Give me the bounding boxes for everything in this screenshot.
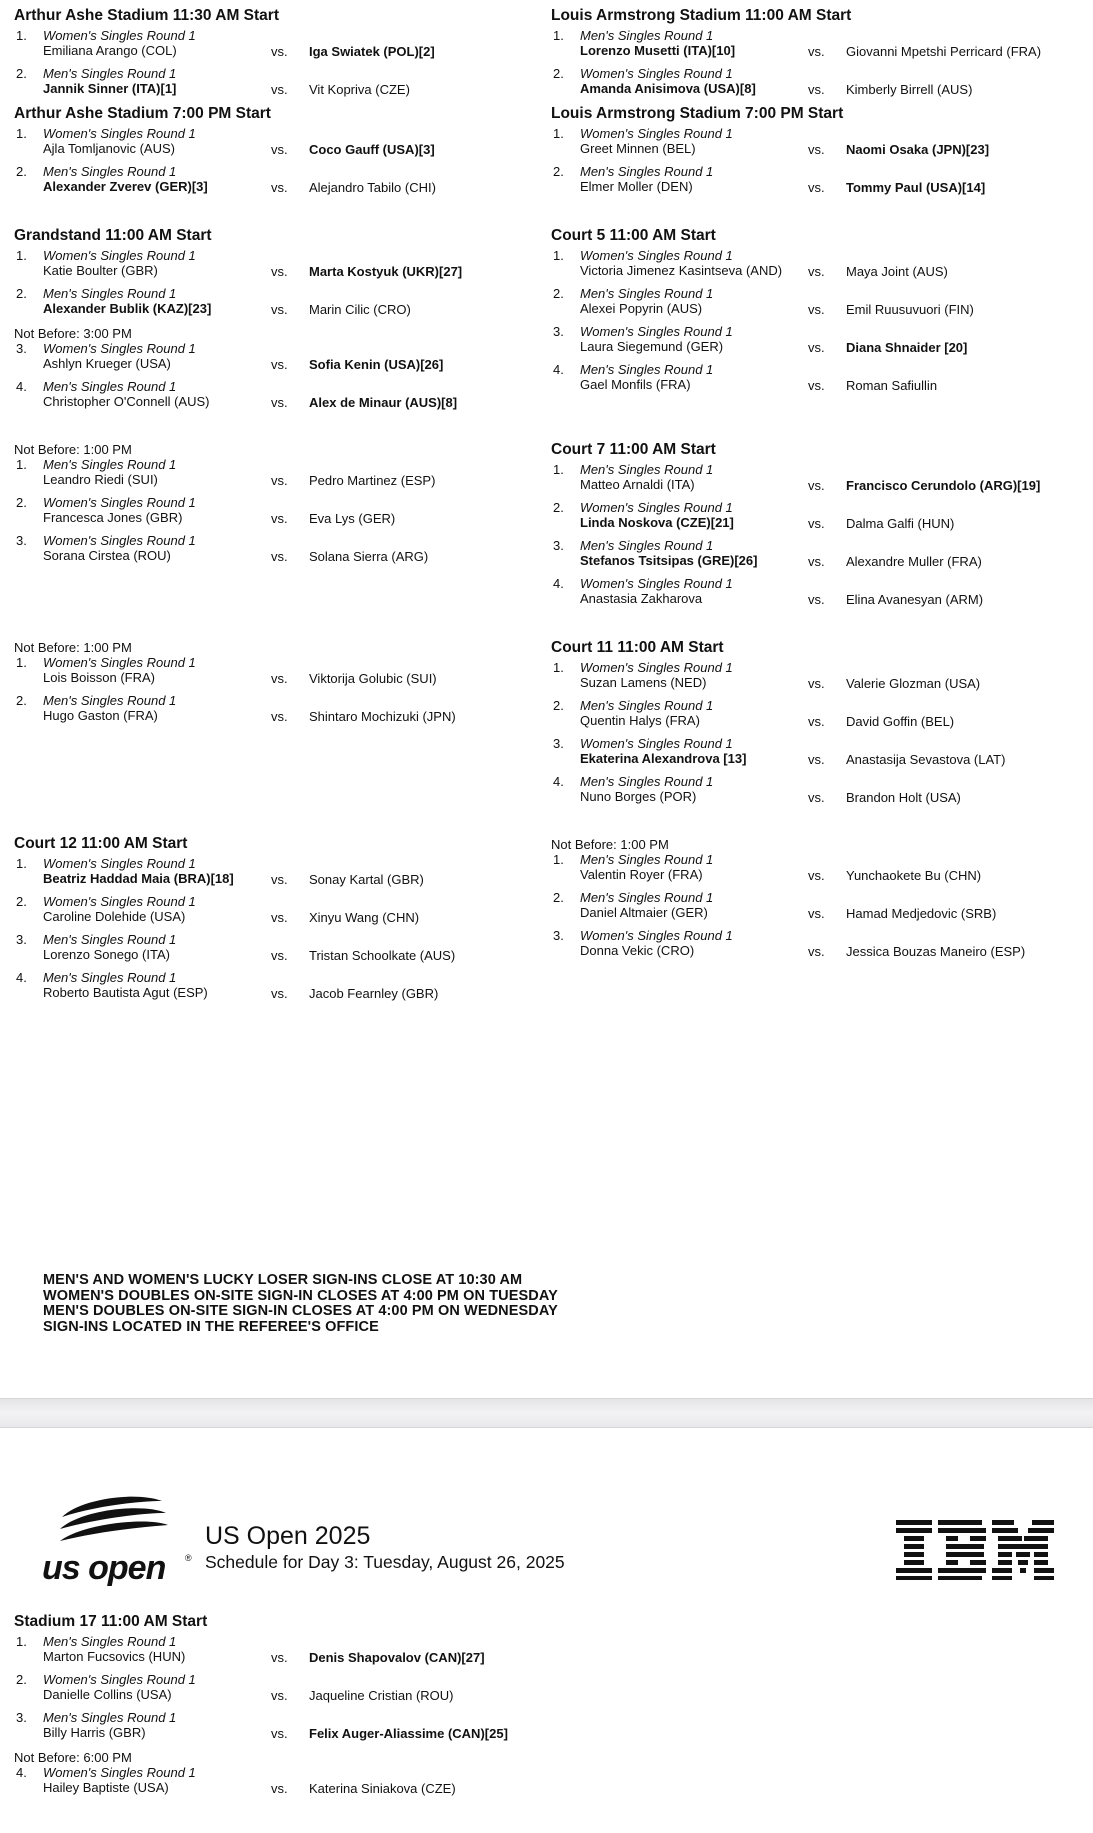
- match-number: 3.: [553, 324, 564, 339]
- match-number: 2.: [553, 164, 564, 179]
- match-row: [551, 698, 1081, 736]
- section: [14, 638, 544, 731]
- match-number: 4.: [16, 379, 27, 394]
- match-row: [14, 248, 544, 286]
- versus-label: vs.: [808, 44, 825, 59]
- player-one: Katie Boulter (GBR): [43, 263, 158, 278]
- match-event: Women's Singles Round 1: [43, 533, 196, 548]
- versus-label: vs.: [271, 1688, 288, 1703]
- match-number: 3.: [16, 341, 27, 356]
- player-two: Viktorija Golubic (SUI): [309, 671, 437, 686]
- match-row: [14, 533, 544, 571]
- court-title: Louis Armstrong Stadium 11:00 AM Start: [551, 7, 852, 24]
- player-one: Anastasia Zakharova: [580, 591, 703, 606]
- match-row: [14, 495, 544, 533]
- match-event: Women's Singles Round 1: [580, 66, 733, 81]
- versus-label: vs.: [271, 872, 288, 887]
- match-number: 1.: [553, 126, 564, 141]
- player-two: Dalma Galfi (HUN): [846, 516, 955, 531]
- match-number: 2.: [16, 66, 27, 81]
- player-two: Emil Ruusuvuori (FIN): [846, 302, 974, 317]
- match-event: Men's Singles Round 1: [43, 1634, 177, 1649]
- versus-label: vs.: [808, 302, 825, 317]
- player-one: Alexander Zverev (GER)[3]: [43, 179, 208, 194]
- match-event: Women's Singles Round 1: [43, 856, 196, 871]
- match-number: 2.: [16, 693, 27, 708]
- versus-label: vs.: [808, 944, 825, 959]
- versus-label: vs.: [271, 44, 288, 59]
- court-title: Court 7 11:00 AM Start: [551, 441, 716, 458]
- match-row: [14, 655, 544, 693]
- match-row: [14, 856, 544, 894]
- match-event: Men's Singles Round 1: [43, 286, 177, 301]
- player-one: Danielle Collins (USA): [43, 1687, 172, 1702]
- match-event: Women's Singles Round 1: [43, 1765, 196, 1780]
- player-one: Daniel Altmaier (GER): [580, 905, 708, 920]
- match-number: 1.: [16, 856, 27, 871]
- section: [551, 104, 1081, 202]
- versus-label: vs.: [271, 357, 288, 372]
- match-number: 1.: [553, 28, 564, 43]
- player-one: Ekaterina Alexandrova [13]: [580, 751, 747, 766]
- match-row: [14, 126, 544, 164]
- player-one: Francesca Jones (GBR): [43, 510, 183, 525]
- versus-label: vs.: [271, 671, 288, 686]
- court-title: Court 5 11:00 AM Start: [551, 227, 716, 244]
- court-title: Arthur Ashe Stadium 7:00 PM Start: [14, 105, 271, 122]
- match-row: [14, 693, 544, 731]
- tennis-ball-swoosh-icon: [40, 1495, 200, 1555]
- match-event: Women's Singles Round 1: [580, 660, 733, 675]
- not-before-time: Not Before: 1:00 PM: [14, 442, 132, 457]
- versus-label: vs.: [808, 752, 825, 767]
- player-one: Billy Harris (GBR): [43, 1725, 146, 1740]
- match-number: 3.: [16, 1710, 27, 1725]
- notice-line: MEN'S DOUBLES ON-SITE SIGN-IN CLOSES AT 4:00 PM ON WEDNESDAY: [43, 1303, 558, 1319]
- match-event: Men's Singles Round 1: [580, 538, 714, 553]
- player-one: Emiliana Arango (COL): [43, 43, 177, 58]
- versus-label: vs.: [808, 592, 825, 607]
- match-event: Men's Singles Round 1: [43, 457, 177, 472]
- match-event: Women's Singles Round 1: [43, 495, 196, 510]
- section: [551, 6, 1081, 104]
- player-one: Caroline Dolehide (USA): [43, 909, 186, 924]
- section: [551, 638, 1081, 812]
- match-number: 2.: [16, 1672, 27, 1687]
- page-header: [0, 1495, 1093, 1595]
- match-event: Women's Singles Round 1: [580, 736, 733, 751]
- player-two: Iga Swiatek (POL)[2]: [309, 44, 435, 59]
- court-title: Court 11 11:00 AM Start: [551, 639, 724, 656]
- section: [14, 440, 544, 571]
- versus-label: vs.: [808, 676, 825, 691]
- match-event: Women's Singles Round 1: [580, 928, 733, 943]
- match-event: Men's Singles Round 1: [580, 852, 714, 867]
- us-open-logo: [40, 1495, 200, 1591]
- match-event: Men's Singles Round 1: [580, 698, 714, 713]
- match-row: [14, 1634, 544, 1672]
- ibm-logo: [896, 1518, 1056, 1580]
- match-row: [551, 660, 1081, 698]
- player-two: Valerie Glozman (USA): [846, 676, 981, 691]
- section: [14, 104, 544, 202]
- match-row: [551, 500, 1081, 538]
- match-number: 3.: [553, 538, 564, 553]
- versus-label: vs.: [808, 82, 825, 97]
- section: [14, 834, 544, 1008]
- versus-label: vs.: [271, 948, 288, 963]
- match-row: [14, 66, 544, 104]
- player-one: Roberto Bautista Agut (ESP): [43, 985, 208, 1000]
- match-number: 1.: [16, 28, 27, 43]
- not-before-time: Not Before: 1:00 PM: [551, 837, 669, 852]
- match-number: 2.: [553, 66, 564, 81]
- match-number: 2.: [16, 894, 27, 909]
- match-row: [14, 1710, 544, 1748]
- player-two: Alex de Minaur (AUS)[8]: [309, 395, 458, 410]
- match-number: 2.: [553, 286, 564, 301]
- match-row: [14, 457, 544, 495]
- versus-label: vs.: [271, 1650, 288, 1665]
- player-two: Tommy Paul (USA)[14]: [846, 180, 986, 195]
- versus-label: vs.: [271, 549, 288, 564]
- player-two: Hamad Medjedovic (SRB): [846, 906, 997, 921]
- match-event: Men's Singles Round 1: [580, 28, 714, 43]
- player-one: Gael Monfils (FRA): [580, 377, 691, 392]
- match-row: [551, 66, 1081, 104]
- match-number: 1.: [16, 248, 27, 263]
- player-one: Quentin Halys (FRA): [580, 713, 700, 728]
- match-number: 4.: [553, 362, 564, 377]
- match-row: [551, 852, 1081, 890]
- player-one: Linda Noskova (CZE)[21]: [580, 515, 734, 530]
- match-row: [551, 890, 1081, 928]
- versus-label: vs.: [808, 516, 825, 531]
- player-one: Jannik Sinner (ITA)[1]: [43, 81, 177, 96]
- versus-label: vs.: [808, 790, 825, 805]
- versus-label: vs.: [808, 554, 825, 569]
- match-event: Women's Singles Round 1: [43, 894, 196, 909]
- match-number: 4.: [553, 576, 564, 591]
- match-number: 2.: [16, 495, 27, 510]
- match-number: 1.: [553, 248, 564, 263]
- logo-wordmark: us open: [42, 1549, 166, 1587]
- versus-label: vs.: [808, 142, 825, 157]
- player-one: Donna Vekic (CRO): [580, 943, 695, 958]
- match-row: [551, 774, 1081, 812]
- player-two: Xinyu Wang (CHN): [309, 910, 420, 925]
- match-event: Men's Singles Round 1: [580, 362, 714, 377]
- not-before-time: Not Before: 6:00 PM: [14, 1750, 132, 1765]
- match-number: 2.: [16, 164, 27, 179]
- versus-label: vs.: [271, 910, 288, 925]
- match-number: 4.: [16, 1765, 27, 1780]
- player-two: Sofia Kenin (USA)[26]: [309, 357, 444, 372]
- page-subtitle: Schedule for Day 3: Tuesday, August 26, 2025: [205, 1552, 565, 1572]
- player-two: Pedro Martinez (ESP): [309, 473, 436, 488]
- match-row: [14, 164, 544, 202]
- player-two: Katerina Siniakova (CZE): [309, 1781, 456, 1796]
- section: [14, 226, 544, 417]
- versus-label: vs.: [808, 264, 825, 279]
- match-row: [14, 341, 544, 379]
- match-row: [14, 1672, 544, 1710]
- versus-label: vs.: [271, 1726, 288, 1741]
- match-number: 1.: [16, 126, 27, 141]
- versus-label: vs.: [808, 714, 825, 729]
- player-two: Solana Sierra (ARG): [309, 549, 429, 564]
- court-title: Court 12 11:00 AM Start: [14, 835, 188, 852]
- match-event: Men's Singles Round 1: [43, 970, 177, 985]
- player-one: Beatriz Haddad Maia (BRA)[18]: [43, 871, 234, 886]
- player-two: Brandon Holt (USA): [846, 790, 961, 805]
- player-two: Yunchaokete Bu (CHN): [846, 868, 982, 883]
- player-one: Valentin Royer (FRA): [580, 867, 703, 882]
- versus-label: vs.: [808, 868, 825, 883]
- court-title: Grandstand 11:00 AM Start: [14, 227, 212, 244]
- match-row: [551, 28, 1081, 66]
- match-row: [551, 324, 1081, 362]
- player-one: Laura Siegemund (GER): [580, 339, 724, 354]
- match-event: Women's Singles Round 1: [43, 1672, 196, 1687]
- player-two: Elina Avanesyan (ARM): [846, 592, 984, 607]
- player-two: Diana Shnaider [20]: [846, 340, 968, 355]
- match-event: Men's Singles Round 1: [580, 286, 714, 301]
- match-number: 1.: [553, 852, 564, 867]
- match-row: [551, 362, 1081, 400]
- match-event: Women's Singles Round 1: [580, 324, 733, 339]
- match-event: Women's Singles Round 1: [580, 576, 733, 591]
- match-event: Women's Singles Round 1: [43, 655, 196, 670]
- player-two: Sonay Kartal (GBR): [309, 872, 424, 887]
- match-row: [14, 28, 544, 66]
- versus-label: vs.: [271, 264, 288, 279]
- match-row: [14, 1765, 544, 1803]
- match-row: [551, 248, 1081, 286]
- match-number: 1.: [16, 1634, 27, 1649]
- match-event: Men's Singles Round 1: [43, 693, 177, 708]
- match-number: 1.: [553, 660, 564, 675]
- player-one: Greet Minnen (BEL): [580, 141, 696, 156]
- match-row: [14, 379, 544, 417]
- player-two: Kimberly Birrell (AUS): [846, 82, 973, 97]
- match-row: [551, 538, 1081, 576]
- not-before-time: Not Before: 3:00 PM: [14, 326, 132, 341]
- player-two: Vit Kopriva (CZE): [309, 82, 410, 97]
- player-two: David Goffin (BEL): [846, 714, 955, 729]
- match-row: [551, 462, 1081, 500]
- versus-label: vs.: [271, 302, 288, 317]
- player-two: Denis Shapovalov (CAN)[27]: [309, 1650, 485, 1665]
- match-number: 3.: [553, 928, 564, 943]
- player-one: Alexei Popyrin (AUS): [580, 301, 703, 316]
- registered-mark: ®: [185, 1553, 192, 1563]
- player-two: Tristan Schoolkate (AUS): [309, 948, 456, 963]
- match-event: Women's Singles Round 1: [580, 126, 733, 141]
- match-number: 3.: [16, 533, 27, 548]
- match-number: 4.: [16, 970, 27, 985]
- versus-label: vs.: [271, 142, 288, 157]
- versus-label: vs.: [808, 906, 825, 921]
- match-row: [551, 126, 1081, 164]
- section: [14, 1612, 544, 1803]
- player-one: Victoria Jimenez Kasintseva (AND): [580, 263, 783, 278]
- player-two: Coco Gauff (USA)[3]: [309, 142, 435, 157]
- match-event: Men's Singles Round 1: [580, 462, 714, 477]
- match-row: [551, 286, 1081, 324]
- versus-label: vs.: [271, 82, 288, 97]
- match-row: [14, 970, 544, 1008]
- notice-line: MEN'S AND WOMEN'S LUCKY LOSER SIGN-INS CLOSE AT 10:30 AM: [43, 1272, 523, 1288]
- sign-in-notices: [43, 1273, 558, 1335]
- player-two: Giovanni Mpetshi Perricard (FRA): [846, 44, 1042, 59]
- versus-label: vs.: [271, 986, 288, 1001]
- versus-label: vs.: [808, 378, 825, 393]
- player-two: Francisco Cerundolo (ARG)[19]: [846, 478, 1041, 493]
- match-number: 2.: [553, 698, 564, 713]
- match-event: Women's Singles Round 1: [43, 126, 196, 141]
- match-number: 2.: [16, 286, 27, 301]
- match-row: [551, 928, 1081, 966]
- versus-label: vs.: [271, 395, 288, 410]
- player-two: Jaqueline Cristian (ROU): [309, 1688, 454, 1703]
- section: [551, 835, 1081, 966]
- player-one: Lorenzo Sonego (ITA): [43, 947, 170, 962]
- versus-label: vs.: [271, 1781, 288, 1796]
- not-before-time: Not Before: 1:00 PM: [14, 640, 132, 655]
- section: [551, 440, 1081, 614]
- match-event: Men's Singles Round 1: [580, 164, 714, 179]
- section: [14, 6, 544, 104]
- match-number: 1.: [16, 655, 27, 670]
- player-one: Elmer Moller (DEN): [580, 179, 693, 194]
- player-one: Suzan Lamens (NED): [580, 675, 707, 690]
- player-one: Ajla Tomljanovic (AUS): [43, 141, 175, 156]
- match-event: Women's Singles Round 1: [580, 500, 733, 515]
- player-two: Roman Safiullin: [846, 378, 938, 393]
- player-one: Lois Boisson (FRA): [43, 670, 155, 685]
- match-event: Men's Singles Round 1: [43, 66, 177, 81]
- match-event: Women's Singles Round 1: [43, 341, 196, 356]
- match-event: Men's Singles Round 1: [43, 164, 177, 179]
- match-number: 3.: [16, 932, 27, 947]
- match-number: 2.: [553, 500, 564, 515]
- player-one: Hugo Gaston (FRA): [43, 708, 158, 723]
- player-two: Felix Auger-Aliassime (CAN)[25]: [309, 1726, 508, 1741]
- player-one: Christopher O'Connell (AUS): [43, 394, 210, 409]
- match-event: Women's Singles Round 1: [580, 248, 733, 263]
- match-number: 4.: [553, 774, 564, 789]
- match-event: Men's Singles Round 1: [580, 890, 714, 905]
- match-row: [551, 736, 1081, 774]
- versus-label: vs.: [808, 340, 825, 355]
- match-event: Men's Singles Round 1: [43, 379, 177, 394]
- page-divider: [0, 1398, 1093, 1428]
- match-row: [14, 932, 544, 970]
- match-number: 1.: [16, 457, 27, 472]
- notice-line: WOMEN'S DOUBLES ON-SITE SIGN-IN CLOSES AT 4:00 PM ON TUESDAY: [43, 1287, 558, 1304]
- player-two: Alexandre Muller (FRA): [846, 554, 982, 569]
- match-event: Women's Singles Round 1: [43, 248, 196, 263]
- player-one: Sorana Cirstea (ROU): [43, 548, 171, 563]
- player-two: Jessica Bouzas Maneiro (ESP): [846, 944, 1026, 959]
- player-one: Marton Fucsovics (HUN): [43, 1649, 186, 1664]
- player-one: Leandro Riedi (SUI): [43, 472, 158, 487]
- player-one: Stefanos Tsitsipas (GRE)[26]: [580, 553, 758, 568]
- court-title: Arthur Ashe Stadium 11:30 AM Start: [14, 7, 279, 24]
- player-two: Maya Joint (AUS): [846, 264, 948, 279]
- match-number: 1.: [553, 462, 564, 477]
- player-two: Marin Cilic (CRO): [309, 302, 411, 317]
- notice-line: SIGN-INS LOCATED IN THE REFEREE'S OFFICE: [43, 1318, 379, 1335]
- player-one: Alexander Bublik (KAZ)[23]: [43, 301, 212, 316]
- versus-label: vs.: [808, 180, 825, 195]
- player-two: Naomi Osaka (JPN)[23]: [846, 142, 990, 157]
- versus-label: vs.: [271, 473, 288, 488]
- versus-label: vs.: [271, 511, 288, 526]
- player-two: Anastasija Sevastova (LAT): [846, 752, 1006, 767]
- versus-label: vs.: [271, 709, 288, 724]
- versus-label: vs.: [271, 180, 288, 195]
- match-row: [14, 286, 544, 324]
- player-one: Matteo Arnaldi (ITA): [580, 477, 695, 492]
- match-row: [551, 576, 1081, 614]
- player-one: Lorenzo Musetti (ITA)[10]: [580, 43, 736, 58]
- match-row: [14, 894, 544, 932]
- player-two: Jacob Fearnley (GBR): [309, 986, 439, 1001]
- versus-label: vs.: [808, 478, 825, 493]
- match-event: Men's Singles Round 1: [43, 1710, 177, 1725]
- court-title: Stadium 17 11:00 AM Start: [14, 1613, 208, 1630]
- match-row: [551, 164, 1081, 202]
- player-one: Hailey Baptiste (USA): [43, 1780, 169, 1795]
- player-one: Ashlyn Krueger (USA): [43, 356, 171, 371]
- player-one: Amanda Anisimova (USA)[8]: [580, 81, 756, 96]
- court-title: Louis Armstrong Stadium 7:00 PM Start: [551, 105, 844, 122]
- page-title: US Open 2025: [205, 1522, 371, 1550]
- player-two: Shintaro Mochizuki (JPN): [309, 709, 456, 724]
- player-two: Marta Kostyuk (UKR)[27]: [309, 264, 463, 279]
- match-number: 3.: [553, 736, 564, 751]
- match-event: Men's Singles Round 1: [580, 774, 714, 789]
- match-event: Women's Singles Round 1: [43, 28, 196, 43]
- player-one: Nuno Borges (POR): [580, 789, 697, 804]
- match-number: 2.: [553, 890, 564, 905]
- section: [551, 226, 1081, 400]
- player-two: Eva Lys (GER): [309, 511, 396, 526]
- match-event: Men's Singles Round 1: [43, 932, 177, 947]
- player-two: Alejandro Tabilo (CHI): [309, 180, 436, 195]
